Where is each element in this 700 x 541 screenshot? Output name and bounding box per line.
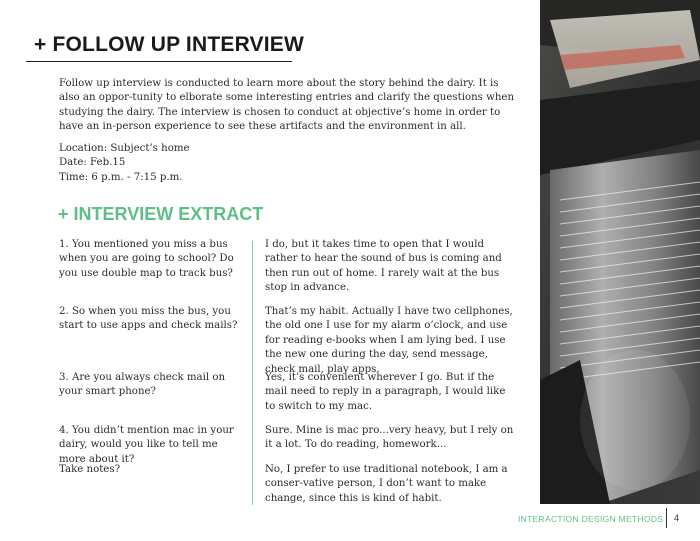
phone-photo-graphic [540, 0, 700, 504]
title-underline [26, 61, 292, 62]
question-4: 4. You didn’t mention mac in your dairy, would you like to tell me more about it? [59, 425, 234, 465]
question-1: 1. You mentioned you miss a bus when you are going to school? Do you use double map to track bus? [59, 239, 234, 279]
answer-5: No, I prefer to use traditional notebook, I am a conser-vative person, I don’t want to make change, since this is kind of habit. [265, 464, 508, 504]
interview-meta [59, 142, 190, 185]
time-text: Time: 6 p.m. - 7:15 p.m. [59, 171, 183, 183]
answer-1: I do, but it takes time to open that I would rather to hear the sound of bus is coming and then run out of home. I rarely wait at the bus stop in advance. [265, 239, 502, 294]
page-number: 4 [674, 513, 680, 523]
location-text: Location: Subject’s home [59, 143, 190, 154]
question-5: Take notes? [59, 464, 121, 475]
page-title: + FOLLOW UP INTERVIEW [34, 33, 305, 56]
section-heading: + INTERVIEW EXTRACT [58, 204, 264, 224]
answer-4: Sure. Mine is mac pro...very heavy, but I rely on it a lot. To do reading, homework... [265, 425, 514, 451]
footer-separator [666, 508, 667, 528]
intro-paragraph: Follow up interview is conducted to learn more about the story behind the dairy. It is also an oppor-tunity to elborate some interesting entries and clarify the questions when studying the dairy. The interview is chosen to conduct at objective’s home in order to have an in-person experience to see these artifacts and the environment in all. [59, 78, 515, 133]
phone-photo [540, 0, 700, 504]
date-text: Date: Feb.15 [59, 157, 126, 169]
answer-2: That’s my habit. Actually I have two cellphones, the old one I use for my alarm o’clock, and use for reading e-books when I am lying bed. I use the new one during the day, send message, check mail, play apps. [265, 306, 513, 375]
column-divider [252, 241, 253, 505]
answer-3: Yes, it’s convenient wherever I go. But if the mail need to reply in a paragraph, I would like to switch to my mac. [265, 372, 506, 412]
footer-section-title: INTERACTION DESIGN METHODS [518, 514, 664, 524]
question-2: 2. So when you miss the bus, you start to use apps and check mails? [59, 306, 238, 332]
question-3: 3. Are you always check mail on your smart phone? [59, 372, 226, 398]
